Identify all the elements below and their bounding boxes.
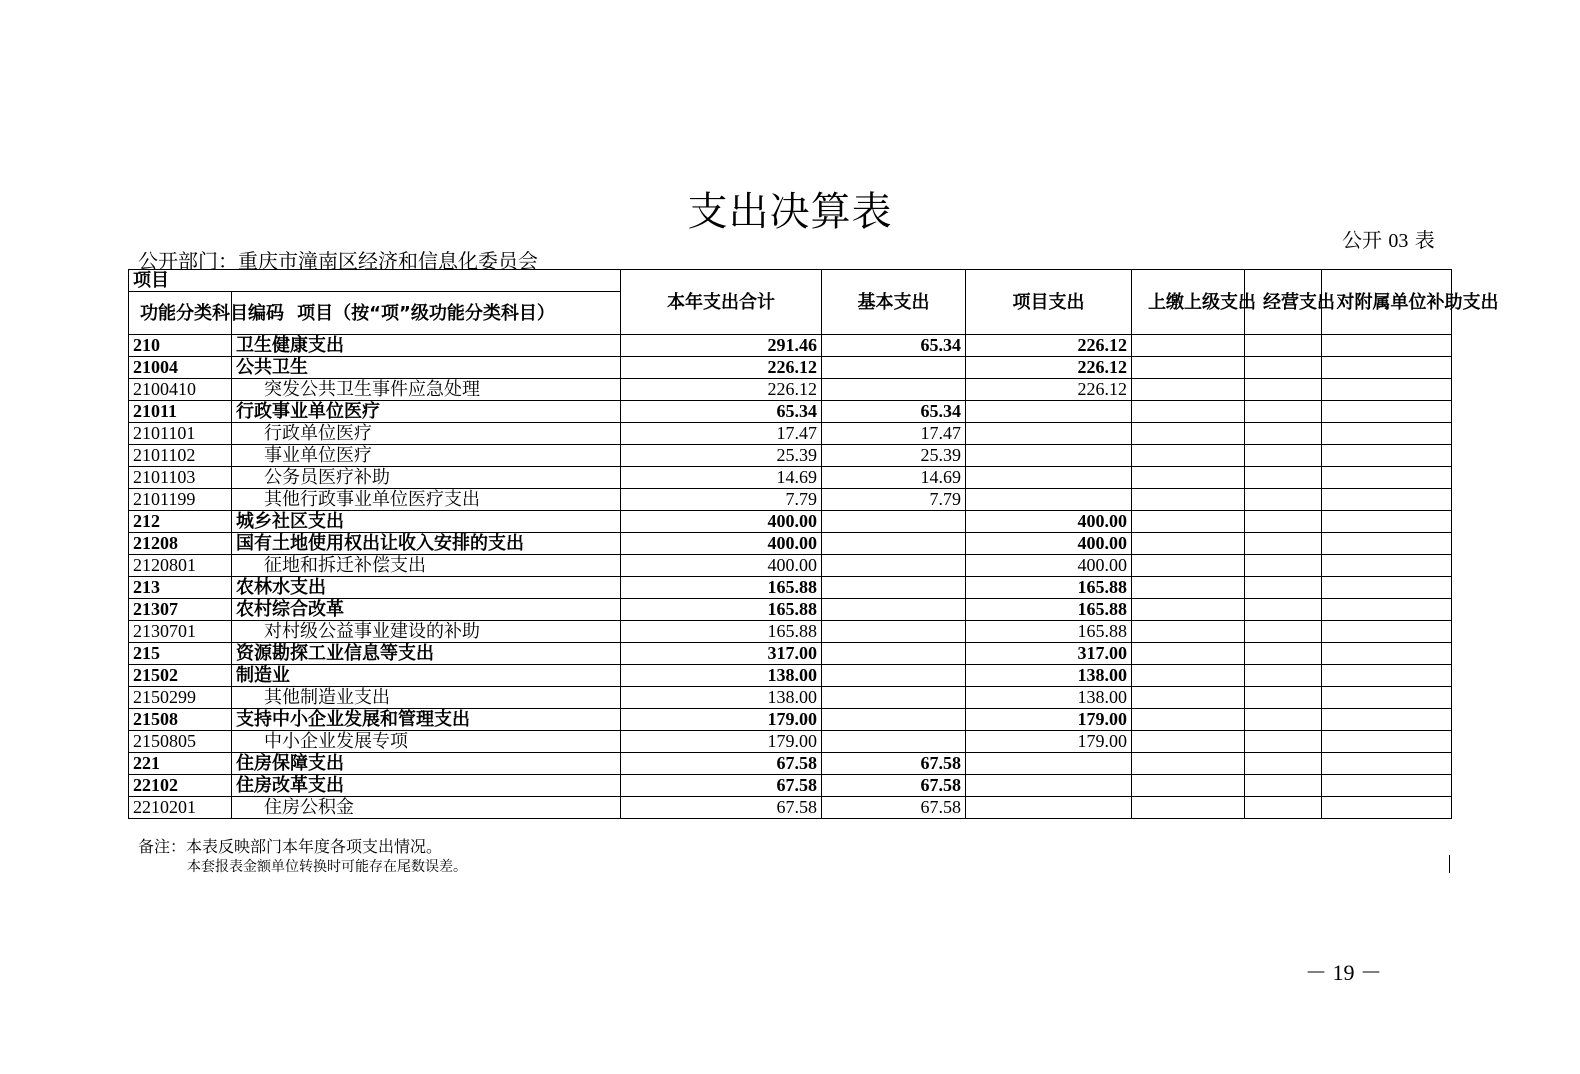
basic-cell	[822, 511, 966, 533]
business-cell	[1245, 511, 1322, 533]
project-cell: 400.00	[966, 555, 1132, 577]
upper-cell	[1132, 643, 1245, 665]
form-number	[1342, 224, 1435, 253]
subsidiary-cell	[1322, 533, 1452, 555]
upper-cell	[1132, 555, 1245, 577]
business-cell	[1245, 687, 1322, 709]
total-cell: 17.47	[621, 423, 822, 445]
basic-cell: 7.79	[822, 489, 966, 511]
total-cell: 400.00	[621, 533, 822, 555]
header-basic: 基本支出	[822, 270, 966, 335]
form-number-suffix: 表	[1414, 228, 1435, 252]
subsidiary-cell	[1322, 379, 1452, 401]
header-code	[129, 292, 284, 335]
code-cell: 215	[129, 643, 232, 665]
business-cell	[1245, 731, 1322, 753]
header-total: 本年支出合计	[621, 270, 822, 335]
subsidiary-cell	[1322, 555, 1452, 577]
note-line-1: 备注：本表反映部门本年度各项支出情况。	[138, 837, 443, 856]
project-cell: 138.00	[966, 665, 1132, 687]
total-cell: 138.00	[621, 665, 822, 687]
project-cell	[966, 775, 1132, 797]
upper-cell	[1132, 665, 1245, 687]
subsidiary-cell	[1322, 643, 1452, 665]
project-cell: 400.00	[966, 533, 1132, 555]
business-cell	[1245, 643, 1322, 665]
basic-cell: 65.34	[822, 401, 966, 423]
business-cell	[1245, 335, 1322, 357]
name-cell: 国有土地使用权出让收入安排的支出	[232, 533, 621, 555]
table-row	[129, 775, 1452, 797]
code-cell: 212	[129, 511, 232, 533]
header-business-text: 经营支出	[1263, 291, 1335, 313]
total-cell: 179.00	[621, 709, 822, 731]
project-cell: 165.88	[966, 599, 1132, 621]
code-cell: 2101103	[129, 467, 232, 489]
business-cell	[1245, 401, 1322, 423]
basic-cell	[822, 533, 966, 555]
business-cell	[1245, 621, 1322, 643]
name-cell: 支持中小企业发展和管理支出	[232, 709, 621, 731]
name-cell: 资源勘探工业信息等支出	[232, 643, 621, 665]
table-row	[129, 445, 1452, 467]
code-cell: 2101199	[129, 489, 232, 511]
header-subsidiary-text: 对附属单位补助支出	[1336, 291, 1499, 313]
code-cell: 221	[129, 753, 232, 775]
name-cell: 对村级公益事业建设的补助	[232, 621, 621, 643]
table-body	[129, 335, 1452, 819]
basic-cell	[822, 577, 966, 599]
table-row	[129, 489, 1452, 511]
project-cell	[966, 467, 1132, 489]
subsidiary-cell	[1322, 357, 1452, 379]
total-cell: 226.12	[621, 357, 822, 379]
upper-cell	[1132, 753, 1245, 775]
table-row	[129, 665, 1452, 687]
form-number-prefix: 公开	[1342, 228, 1382, 252]
department-label: 公开部门：重庆市潼南区经济和信息化委员会	[138, 249, 538, 273]
business-cell	[1245, 775, 1322, 797]
basic-cell	[822, 709, 966, 731]
code-cell: 21508	[129, 709, 232, 731]
code-cell: 2130701	[129, 621, 232, 643]
project-cell: 165.88	[966, 621, 1132, 643]
upper-cell	[1132, 335, 1245, 357]
code-cell: 21011	[129, 401, 232, 423]
subsidiary-cell	[1322, 753, 1452, 775]
table-row	[129, 709, 1452, 731]
basic-cell: 14.69	[822, 467, 966, 489]
name-cell: 事业单位医疗	[232, 445, 621, 467]
upper-cell	[1132, 511, 1245, 533]
table-row	[129, 753, 1452, 775]
note-line-2: 本套报表金额单位转换时可能存在尾数误差。	[187, 859, 467, 875]
business-cell	[1245, 797, 1322, 819]
code-cell: 2100410	[129, 379, 232, 401]
table-row	[129, 467, 1452, 489]
total-cell: 179.00	[621, 731, 822, 753]
total-cell: 400.00	[621, 555, 822, 577]
business-cell	[1245, 533, 1322, 555]
table-row	[129, 577, 1452, 599]
page-title: 支出决算表	[687, 189, 893, 235]
project-cell: 226.12	[966, 335, 1132, 357]
name-cell: 中小企业发展专项	[232, 731, 621, 753]
name-cell: 农林水支出	[232, 577, 621, 599]
subsidiary-cell	[1322, 577, 1452, 599]
name-cell: 住房改革支出	[232, 775, 621, 797]
basic-cell: 17.47	[822, 423, 966, 445]
subsidiary-cell	[1322, 731, 1452, 753]
name-cell: 农村综合改革	[232, 599, 621, 621]
name-cell: 住房保障支出	[232, 753, 621, 775]
upper-cell	[1132, 445, 1245, 467]
table-row	[129, 797, 1452, 819]
total-cell: 65.34	[621, 401, 822, 423]
project-cell	[966, 445, 1132, 467]
subsidiary-cell	[1322, 423, 1452, 445]
upper-cell	[1132, 797, 1245, 819]
subsidiary-cell	[1322, 467, 1452, 489]
code-cell: 2210201	[129, 797, 232, 819]
code-cell: 213	[129, 577, 232, 599]
upper-cell	[1132, 423, 1245, 445]
subsidiary-cell	[1322, 445, 1452, 467]
subsidiary-cell	[1322, 621, 1452, 643]
project-cell: 179.00	[966, 709, 1132, 731]
business-cell	[1245, 709, 1322, 731]
name-cell: 征地和拆迁补偿支出	[232, 555, 621, 577]
name-cell: 卫生健康支出	[232, 335, 621, 357]
project-cell	[966, 797, 1132, 819]
total-cell: 226.12	[621, 379, 822, 401]
header-project: 项目	[129, 270, 621, 292]
name-cell: 公共卫生	[232, 357, 621, 379]
code-cell: 21004	[129, 357, 232, 379]
business-cell	[1245, 665, 1322, 687]
code-cell: 2101101	[129, 423, 232, 445]
table-row	[129, 643, 1452, 665]
total-cell: 14.69	[621, 467, 822, 489]
subsidiary-cell	[1322, 335, 1452, 357]
subsidiary-cell	[1322, 709, 1452, 731]
code-cell: 2150299	[129, 687, 232, 709]
upper-cell	[1132, 709, 1245, 731]
project-cell	[966, 753, 1132, 775]
project-cell	[966, 423, 1132, 445]
table-row	[129, 335, 1452, 357]
basic-cell	[822, 665, 966, 687]
total-cell: 67.58	[621, 775, 822, 797]
basic-cell	[822, 687, 966, 709]
table-row	[129, 401, 1452, 423]
total-cell: 400.00	[621, 511, 822, 533]
business-cell	[1245, 445, 1322, 467]
table-row	[129, 555, 1452, 577]
code-cell: 21502	[129, 665, 232, 687]
header-upper	[1132, 270, 1256, 335]
subsidiary-cell	[1322, 401, 1452, 423]
total-cell: 7.79	[621, 489, 822, 511]
header-project-expense: 项目支出	[966, 270, 1132, 335]
subsidiary-cell	[1322, 511, 1452, 533]
business-cell	[1245, 379, 1322, 401]
project-cell	[966, 401, 1132, 423]
table-row	[129, 533, 1452, 555]
total-cell: 291.46	[621, 335, 822, 357]
basic-cell: 67.58	[822, 797, 966, 819]
table-row	[129, 379, 1452, 401]
subsidiary-cell	[1322, 599, 1452, 621]
basic-cell	[822, 357, 966, 379]
header-code-text: 功能分类科目编码	[140, 302, 284, 324]
upper-cell	[1132, 731, 1245, 753]
name-cell: 制造业	[232, 665, 621, 687]
upper-cell	[1132, 577, 1245, 599]
total-cell: 165.88	[621, 599, 822, 621]
subsidiary-cell	[1322, 797, 1452, 819]
name-cell: 住房公积金	[232, 797, 621, 819]
code-cell: 21307	[129, 599, 232, 621]
subsidiary-cell	[1322, 687, 1452, 709]
business-cell	[1245, 467, 1322, 489]
project-cell	[966, 489, 1132, 511]
project-cell: 400.00	[966, 511, 1132, 533]
header-name: 项目（按“项”级功能分类科目）	[232, 292, 621, 335]
total-cell: 138.00	[621, 687, 822, 709]
header-subsidiary	[1322, 270, 1499, 335]
name-cell: 行政事业单位医疗	[232, 401, 621, 423]
basic-cell	[822, 599, 966, 621]
project-cell: 226.12	[966, 357, 1132, 379]
table-row	[129, 731, 1452, 753]
table-row	[129, 599, 1452, 621]
table-row	[129, 511, 1452, 533]
table-row	[129, 621, 1452, 643]
code-cell: 2150805	[129, 731, 232, 753]
code-cell: 210	[129, 335, 232, 357]
name-cell: 公务员医疗补助	[232, 467, 621, 489]
business-cell	[1245, 423, 1322, 445]
table-row	[129, 687, 1452, 709]
basic-cell: 67.58	[822, 775, 966, 797]
upper-cell	[1132, 533, 1245, 555]
basic-cell	[822, 555, 966, 577]
business-cell	[1245, 599, 1322, 621]
table-row	[129, 423, 1452, 445]
upper-cell	[1132, 401, 1245, 423]
code-cell: 2101102	[129, 445, 232, 467]
basic-cell	[822, 643, 966, 665]
subsidiary-cell	[1322, 489, 1452, 511]
table-row	[129, 357, 1452, 379]
business-cell	[1245, 555, 1322, 577]
basic-cell: 25.39	[822, 445, 966, 467]
code-cell: 22102	[129, 775, 232, 797]
page-number: － 19 －	[1305, 960, 1383, 985]
basic-cell	[822, 731, 966, 753]
code-cell: 21208	[129, 533, 232, 555]
project-cell: 226.12	[966, 379, 1132, 401]
expenditure-table	[128, 269, 1499, 819]
total-cell: 25.39	[621, 445, 822, 467]
upper-cell	[1132, 687, 1245, 709]
basic-cell: 67.58	[822, 753, 966, 775]
name-cell: 突发公共卫生事件应急处理	[232, 379, 621, 401]
business-cell	[1245, 577, 1322, 599]
total-cell: 317.00	[621, 643, 822, 665]
upper-cell	[1132, 775, 1245, 797]
business-cell	[1245, 753, 1322, 775]
upper-cell	[1132, 621, 1245, 643]
header-business	[1245, 270, 1335, 335]
basic-cell: 65.34	[822, 335, 966, 357]
upper-cell	[1132, 467, 1245, 489]
project-cell: 179.00	[966, 731, 1132, 753]
project-cell: 317.00	[966, 643, 1132, 665]
project-cell: 165.88	[966, 577, 1132, 599]
total-cell: 67.58	[621, 797, 822, 819]
name-cell: 城乡社区支出	[232, 511, 621, 533]
subsidiary-cell	[1322, 665, 1452, 687]
basic-cell	[822, 379, 966, 401]
total-cell: 165.88	[621, 577, 822, 599]
total-cell: 165.88	[621, 621, 822, 643]
upper-cell	[1132, 489, 1245, 511]
name-cell: 行政单位医疗	[232, 423, 621, 445]
subsidiary-cell	[1322, 775, 1452, 797]
upper-cell	[1132, 357, 1245, 379]
header-upper-text: 上缴上级支出	[1148, 291, 1256, 313]
total-cell: 67.58	[621, 753, 822, 775]
upper-cell	[1132, 379, 1245, 401]
edge-mark	[1449, 855, 1450, 873]
basic-cell	[822, 621, 966, 643]
business-cell	[1245, 489, 1322, 511]
project-cell: 138.00	[966, 687, 1132, 709]
name-cell: 其他制造业支出	[232, 687, 621, 709]
name-cell: 其他行政事业单位医疗支出	[232, 489, 621, 511]
code-cell: 2120801	[129, 555, 232, 577]
business-cell	[1245, 357, 1322, 379]
form-number-num: 03	[1388, 230, 1409, 252]
upper-cell	[1132, 599, 1245, 621]
